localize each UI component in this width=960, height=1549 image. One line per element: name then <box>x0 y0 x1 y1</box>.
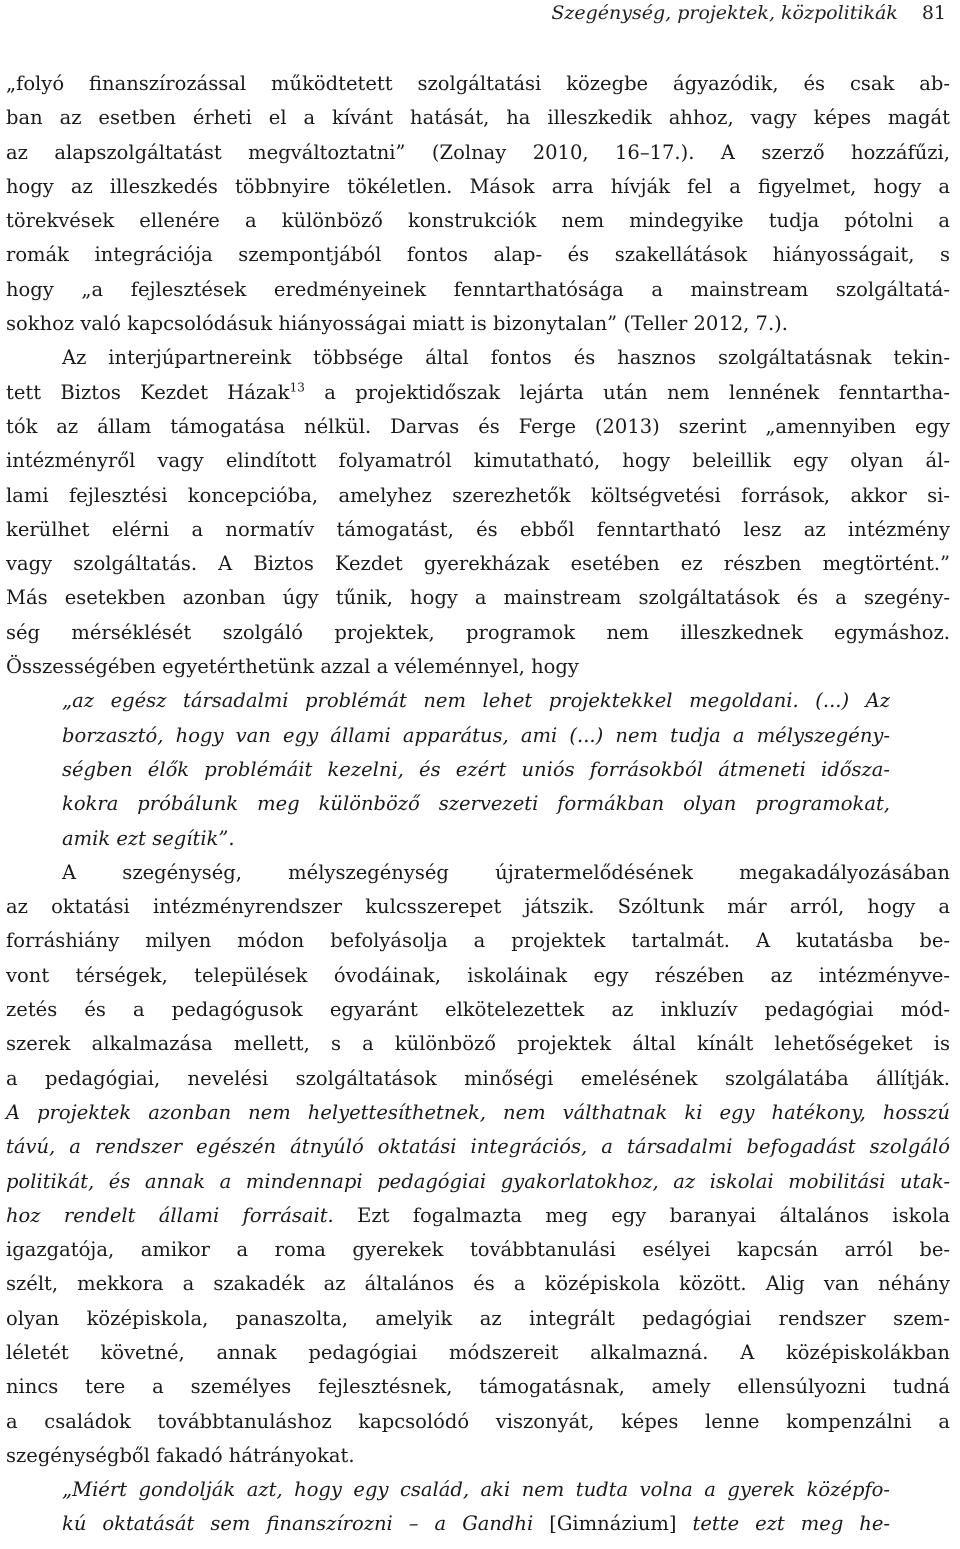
text-line: ban az esetben érheti el a kívánt hatását, ha illeszkedik ahhoz, vagy képes magát <box>6 106 950 130</box>
text-line: Az interjúpartnereink többsége által fontos és hasznos szolgáltatásnak tekin- <box>62 346 950 370</box>
page-number: 81 <box>921 2 946 24</box>
text-line: lami fejlesztési koncepcióba, amelyhez szerezhetők költségvetési források, akkor si- <box>6 483 950 507</box>
text-line: szélt, mekkora a szakadék az általános és a középiskola között. Alig van néhány <box>6 1272 950 1296</box>
text-line: forráshiány milyen módon befolyásolja a projektek tartalmát. A kutatásba be- <box>6 929 950 953</box>
running-header <box>551 0 946 26</box>
italic-line <box>6 1096 950 1130</box>
editorial-insert: [Gimnázium] <box>549 1512 677 1536</box>
quote-line: amik ezt segítik”. <box>62 826 235 850</box>
text-line: a pedagógiai, nevelési szolgáltatások minőségi emelésének szolgálatába állítják. <box>6 1066 950 1090</box>
text-line: „folyó finanszírozással működtetett szolgáltatási közegbe ágyazódik, és csak ab- <box>6 72 950 95</box>
text-line: ség mérséklését szolgáló projektek, programok nem illeszkednek egymáshoz. <box>6 620 950 644</box>
text-line: hogy az illeszkedés többnyire tökéletlen. Mások arra hívják fel a figyelmet, hogy a <box>6 174 950 198</box>
mixed-line <box>6 1199 950 1233</box>
text-fragment: Ezt fogalmazta meg egy baranyai általános iskola <box>333 1203 950 1227</box>
text-line-with-footnote <box>6 376 950 410</box>
text-line: olyan középiskola, panaszolta, amelyik az integrált pedagógiai rendszer szem- <box>6 1306 950 1330</box>
text-line: szerek alkalmazása mellett, s a különböző projektek által kínált lehetőségeket is <box>6 1032 950 1056</box>
text-line: az alapszolgáltatást megváltoztatni” (Zolnay 2010, 16–17.). A szerző hozzáfűzi, <box>6 140 950 164</box>
italic-text: A projektek azonban nem helyettesíthetnek, nem válthatnak ki egy hatékony, hosszú <box>6 1100 950 1124</box>
quote-fragment: tette ezt meg he- <box>676 1512 890 1536</box>
quote-line: „az egész társadalmi problémát nem lehet projektekkel megoldani. (...) Az <box>62 689 890 713</box>
text-line: szegénységből fakadó hátrányokat. <box>6 1443 355 1467</box>
italic-line <box>6 1165 950 1199</box>
block-quote <box>6 684 950 855</box>
text-line: hogy „a fejlesztések eredményeinek fenntarthatósága a mainstream szolgáltatá- <box>6 277 950 301</box>
text-line: tók az állam támogatása nélkül. Darvas és Ferge (2013) szerint „amennyiben egy <box>6 414 950 438</box>
quote-line <box>62 1507 890 1541</box>
italic-line <box>6 1130 950 1164</box>
text-line: nincs tere a személyes fejlesztésnek, támogatásnak, amely ellensúlyozni tudná <box>6 1375 950 1399</box>
text-line: törekvések ellenére a különböző konstrukciók nem mindegyike tudja pótolni a <box>6 209 950 233</box>
text-line: Más esetekben azonban úgy tűnik, hogy a mainstream szolgáltatások és a szegény- <box>6 586 950 610</box>
italic-text: távú, a rendszer egészén átnyúló oktatási integrációs, a társadalmi befogadást szolgáló <box>6 1135 950 1159</box>
text-fragment: a projektidőszak lejárta után nem lennének fenntartha- <box>304 380 950 404</box>
text-line: zetés és a pedagógusok egyaránt elkötelezettek az inkluzív pedagógiai mód- <box>6 998 950 1022</box>
text-line: a családok továbbtanuláshoz kapcsolódó viszonyát, képes lenne kompenzálni a <box>6 1409 950 1433</box>
quote-line: „Miért gondolják azt, hogy egy család, aki nem tudta volna a gyerek középfo- <box>62 1478 890 1502</box>
quote-line: ségben élők problémáit kezelni, és ezért uniós forrásokból átmeneti idősza- <box>62 757 890 781</box>
text-line: romák integrációja szempontjából fontos alap- és szakellátások hiányosságait, s <box>6 243 950 267</box>
text-line: vont térségek, települések óvodáinak, iskoláinak egy részében az intézményve- <box>6 963 950 987</box>
text-line: A szegénység, mélyszegénység újratermelődésének megakadályozásában <box>62 860 950 884</box>
quote-line: borzasztó, hogy van egy állami apparátus, ami (...) nem tudja a mélyszegény- <box>62 723 890 747</box>
quote-fragment: kú oktatását sem finanszírozni – a Gandhi <box>62 1512 550 1536</box>
text-line: vagy szolgáltatás. A Biztos Kezdet gyerekházak esetében ez részben megtörtént.” <box>6 552 950 576</box>
text-line: kerülhet elérni a normatív támogatást, és ebből fenntartható lesz az intézmény <box>6 517 950 541</box>
quote-line: kokra próbálunk meg különböző szervezeti formákban olyan programokat, <box>62 792 890 816</box>
text-line: léletét követné, annak pedagógiai módszereit alkalmazná. A középiskolákban <box>6 1340 950 1364</box>
body-text <box>6 67 950 1542</box>
italic-text: hoz rendelt állami forrásait. <box>6 1203 334 1227</box>
running-title: Szegénység, projektek, közpolitikák <box>551 2 898 24</box>
text-line: Összességében egyetérthetünk azzal a véleménnyel, hogy <box>6 655 579 679</box>
text-fragment: tett Biztos Kezdet Házak <box>6 380 290 404</box>
text-line: intézményről vagy elindított folyamatról kimutatható, hogy beleillik egy olyan ál- <box>6 449 950 473</box>
block-quote <box>6 1473 950 1542</box>
text-line: az oktatási intézményrendszer kulcsszerepet játszik. Szóltunk már arról, hogy a <box>6 895 950 919</box>
text-line: igazgatója, amikor a roma gyerekek továbbtanulási esélyei kapcsán arról be- <box>6 1238 950 1262</box>
footnote-ref[interactable]: 13 <box>289 380 305 395</box>
italic-text: politikát, és annak a mindennapi pedagógiai gyakorlatokhoz, az iskolai mobilitási utak- <box>6 1169 950 1193</box>
text-line: sokhoz való kapcsolódásuk hiányosságai miatt is bizonytalan” (Teller 2012, 7.). <box>6 312 788 336</box>
